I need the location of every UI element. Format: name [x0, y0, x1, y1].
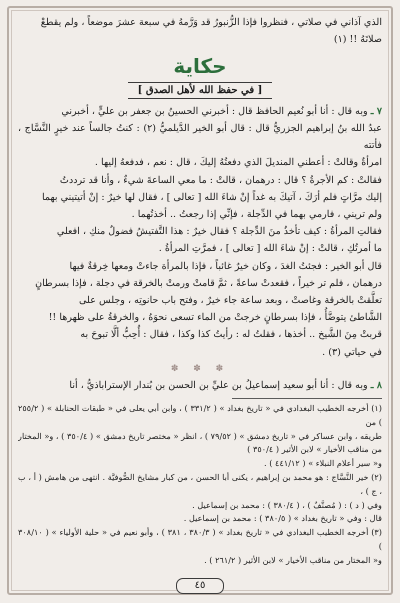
paragraph-8-text: وبه قال : أنا أبو سعيد إسماعيلُ بن عليِّ بن الحسن بن بُندار الإستراباذيُّ ، أنا	[69, 379, 368, 391]
intro-line-1: الذي آذاني في صلاتي ، فنظروا فإذا الزُّنبورُ قد وَرَّمهُ في سبعة عشرَ موضعاً ، ولم يقطعْ	[40, 17, 382, 28]
intro-line-2: صلاتَهُ !! (١)	[333, 34, 382, 46]
footnote-line: وفي ( د ) : ( مُصنَّفٌ ) ، ( ٣٨٠/٤ ) : محمد بن إسماعيل .	[192, 499, 382, 510]
story-line: إليك مرَّاتٍ فلم أرَكَ ، آتيكَ به غداً إنْ شاءَ الله [ تعالى ] ، فقال لها خيرٌ : إنْ أتيتيني بهما	[42, 191, 382, 203]
story-subtitle: [ في حفظ الله لأهل الصدق ]	[128, 82, 273, 99]
story-line: درهمان ، فلم تر خيراً ، فقعدتْ ساعةً ، ثمَّ قامتْ ورمتْ بالخرقة في دجلة ، فإذا بسرطانٍ	[35, 277, 382, 289]
story-title-wrap	[18, 54, 382, 79]
story-line: وبه قال : أنا أبو نُعيم الحافظ قال : أخبرني الحسينُ بن جعفر بن عليٍّ ، أخبرني	[61, 105, 368, 117]
footnote-line: و« المختار من مناقب الأخيار » لابن الأثير ( ٢٦١/٢ ) .	[204, 554, 382, 565]
story-line: الشَّاطئ يتوضَّأُ ، فإذا بسرطانٍ خرجتْ من الماء تسعى نحوَهُ ، والخرقةُ على ظهرها !!	[48, 312, 382, 324]
footnote-line: (٢) خير النَّسَّاج : هو محمد بن إبراهيم ، يكنى أبا الحسن ، من كبار مشايخ الصُّوفيَّة . انتهى من هامش ( أ ، ب ، ج ) ،	[18, 472, 382, 496]
story-line: قربتْ مِنَ الشَّيخ .. أخذها ، فقلتُ له : رأيتُ كذا وكذا ، فقال : أُحِبُّ ألَّا تبوحَ به	[80, 329, 382, 341]
section-separator: ✽ ✽ ✽	[170, 363, 230, 374]
story-line: فقالتِ المرأةُ : كيف تأخذُ منَ الدِّجلة ؟ فقال خيرٌ : هذا التَّفتيشُ فضولٌ منكِ ، افعلي	[56, 226, 382, 238]
footnote-line: و« سير أعلام النبلاء » ( ٤٤١/١٢ ) .	[264, 458, 382, 469]
story-line: فقالتْ : كم الأجرةُ ؟ قال : درهمان ، قالتْ : ما معي الساعةَ شيءٌ ، وأنا قد ترددتُ	[59, 174, 382, 186]
paragraph-number-8: ٨ ـ	[370, 379, 382, 391]
story-line: ولم تريني ، فارمي بهما في الدِّجلة ، فإنِّي إذا رجعتُ .. أخذتُهما .	[131, 209, 382, 221]
page-content	[18, 14, 382, 577]
story-line: امرأةٌ وقالتْ : أعطني المنديلَ الذي دفعتُهُ إليكَ ، قال : نعم ، فدفعهُ إليها .	[94, 157, 382, 169]
footnote-divider	[232, 398, 382, 399]
page-number: ٤٥	[176, 578, 224, 594]
story-line: عبدُ الله بنُ إبراهيم الجزريُّ قال : قال أبو الخير الدَّيلميُّ (٢) : كنتُ جالساً عند خيرٍ النَّسَّاج ، فأتته	[18, 123, 382, 152]
paragraph-number-7: ٧ ـ	[370, 105, 382, 117]
story-title: حكاية	[173, 54, 227, 79]
footnote-line: (١) أخرجه الخطيب البغدادي في « تاريخ بغداد » ( ٣٣١/٢ ) ، وابن أبي يعلى في « طبقات الحنابلة » ( ٢٥٥/٢ ) من	[18, 403, 382, 427]
story-line: قال أبو الخير : فجئتُ الغدَ ، وكان خيرٌ غائباً ، فإذا بالمرأة جاءتْ ومعها خِرقةٌ فيها	[69, 260, 382, 272]
story-line: تعلَّقتْ بالخرقة وغاصتْ ، وبعد ساعة جاء خيرٌ ، وفتح باب حانوتِه ، وجلس على	[79, 295, 382, 307]
footnote-line: (٣) أخرجه الخطيب البغدادي في « تاريخ بغداد » ( ٣٨٠/٣ ، ٣٨١ ) ، وأبو نعيم في « حلية الأولياء » ( ٣٠٨/١٠ )	[18, 527, 382, 552]
story-subtitle-wrap	[18, 82, 382, 99]
paragraph-8	[18, 377, 382, 394]
footnote-line: طريقه ، وابن عساكر في « تاريخ دمشق » ( ٧٩/٥٢ ) ، انظر « مختصر تاريخ دمشق » ( ٣٥٠/٤ ) ، و« المختار من مناقب الأخيار » لابن الأثير ( ٣٥٠/٤ )	[18, 430, 382, 455]
paragraph-7	[18, 103, 382, 120]
story-line: ما أمرتُكِ ، قالتْ : إنْ شاءَ الله [ تعالى ] ، فمرَّتِ المرأةُ .	[158, 243, 382, 255]
story-line: في حياتي (٣) .	[322, 346, 382, 358]
footnote-line: قال : وفي « تاريخ بغداد » ( ٣٨٠/٥ ) : محمد بن إسماعيل .	[183, 513, 382, 524]
